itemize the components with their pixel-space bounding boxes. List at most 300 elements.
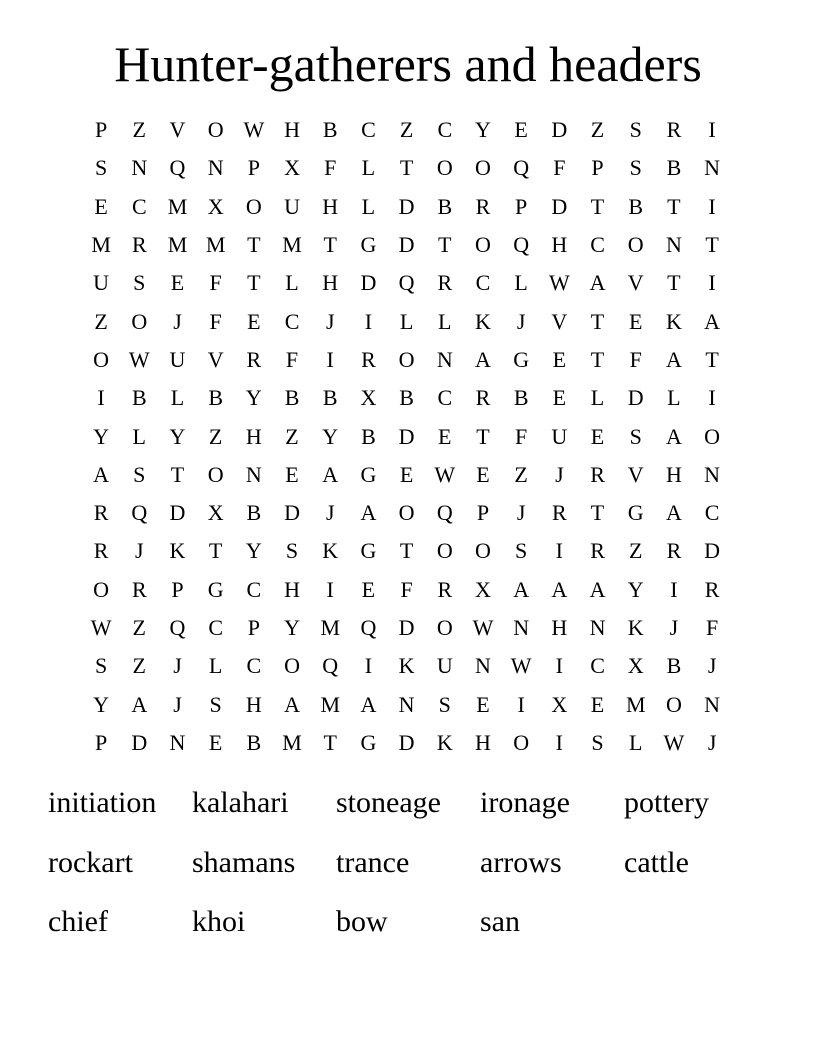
grid-letter: X (475, 576, 491, 602)
grid-letter: J (173, 691, 182, 717)
grid-letter: O (245, 193, 262, 219)
grid-letter: C (590, 232, 605, 258)
grid-letter: N (589, 615, 606, 640)
word-search-grid (82, 111, 732, 762)
grid-letter: S (591, 729, 604, 755)
word-list-item: shamans (192, 845, 296, 879)
grid-letter: M (205, 232, 226, 258)
grid-letter: Q (513, 232, 530, 258)
grid-letter: N (436, 346, 453, 372)
grid-letter: Y (93, 423, 110, 449)
grid-letter: U (551, 423, 568, 449)
grid-letter: D (131, 729, 148, 755)
grid-letter: Z (132, 615, 146, 640)
grid-letter: L (361, 193, 376, 219)
grid-letter: G (360, 729, 377, 755)
grid-letter: E (361, 576, 376, 602)
grid-row (82, 417, 732, 455)
grid-letter: E (438, 423, 452, 449)
grid-letter: R (475, 385, 491, 411)
word-list-item: ironage (480, 786, 570, 819)
grid-letter: L (361, 155, 376, 181)
grid-letter: K (169, 538, 186, 564)
grid-letter: O (207, 117, 224, 143)
grid-letter: N (704, 461, 721, 487)
grid-letter: A (551, 576, 568, 602)
grid-row (82, 456, 732, 494)
grid-letter: A (284, 691, 300, 717)
grid-letter: I (555, 729, 563, 755)
grid-letter: J (325, 308, 335, 334)
grid-letter: D (627, 385, 644, 411)
grid-letter: V (207, 346, 224, 372)
grid-letter: T (399, 538, 414, 564)
grid-letter: L (170, 385, 185, 411)
grid-letter: O (436, 615, 453, 640)
grid-letter: S (133, 461, 146, 487)
grid-letter: H (245, 423, 262, 449)
grid-letter: M (282, 729, 302, 755)
grid-letter: Y (245, 385, 262, 411)
word-list-item: khoi (192, 905, 246, 938)
grid-letter: J (173, 653, 182, 679)
grid-letter: E (552, 385, 567, 411)
grid-letter: L (208, 653, 223, 679)
grid-letter: D (551, 117, 568, 143)
grid-letter: D (398, 232, 415, 258)
grid-letter: L (628, 729, 643, 755)
grid-letter: B (131, 385, 147, 411)
grid-row (82, 188, 732, 226)
grid-letter: N (169, 729, 186, 755)
grid-row (82, 609, 732, 647)
grid-letter: C (437, 385, 453, 411)
grid-letter: R (93, 538, 109, 564)
grid-letter: S (285, 538, 299, 564)
grid-letter: H (245, 691, 262, 717)
grid-letter: N (475, 653, 491, 679)
grid-letter: O (436, 155, 453, 181)
grid-row (82, 724, 732, 762)
grid-letter: Y (627, 576, 644, 602)
grid-letter: S (438, 691, 451, 717)
grid-letter: T (438, 232, 452, 258)
grid-letter: A (360, 500, 377, 526)
grid-letter: Z (94, 308, 108, 334)
grid-row (82, 571, 732, 609)
grid-row (82, 647, 732, 685)
grid-letter: J (516, 500, 526, 526)
word-list-row (48, 900, 768, 960)
grid-letter: J (516, 308, 526, 334)
grid-letter: C (208, 615, 223, 640)
grid-letter: C (475, 270, 491, 296)
word-list-row (48, 841, 768, 901)
grid-letter: B (666, 155, 682, 181)
grid-letter: T (590, 308, 605, 334)
grid-letter: B (246, 500, 262, 526)
grid-letter: R (666, 538, 682, 564)
grid-letter: P (247, 615, 260, 640)
grid-letter: H (322, 270, 339, 296)
grid-letter: A (704, 308, 721, 334)
grid-letter: O (475, 232, 491, 258)
grid-letter: I (555, 653, 563, 679)
grid-letter: D (398, 193, 415, 219)
grid-letter: G (360, 538, 377, 564)
grid-letter: A (322, 461, 339, 487)
grid-letter: E (476, 691, 490, 717)
grid-letter: T (247, 232, 261, 258)
grid-letter: K (627, 615, 644, 640)
grid-letter: A (665, 500, 682, 526)
grid-letter: E (590, 691, 605, 717)
grid-letter: F (553, 155, 566, 181)
grid-row (82, 341, 732, 379)
grid-letter: R (246, 346, 262, 372)
grid-letter: I (708, 385, 716, 411)
grid-letter: Z (132, 653, 146, 679)
grid-letter: S (515, 538, 528, 564)
grid-letter: T (590, 500, 605, 526)
grid-letter: E (476, 461, 490, 487)
grid-letter: Z (628, 538, 643, 564)
grid-letter: P (591, 155, 604, 181)
grid-letter: T (705, 346, 719, 372)
grid-letter: X (360, 385, 377, 411)
grid-letter: A (665, 423, 682, 449)
grid-letter: Z (399, 117, 414, 143)
grid-letter: J (707, 729, 717, 755)
word-list-item: pottery (624, 786, 709, 819)
word-list-item: arrows (480, 845, 562, 879)
grid-letter: T (667, 270, 681, 296)
grid-letter: Z (514, 461, 528, 487)
grid-letter: Q (436, 500, 453, 526)
grid-letter: T (323, 232, 337, 258)
grid-row (82, 532, 732, 570)
grid-letter: S (94, 653, 108, 679)
grid-letter: U (169, 346, 186, 372)
grid-letter: E (628, 308, 643, 334)
grid-letter: A (513, 576, 530, 602)
grid-letter: D (704, 538, 721, 564)
grid-letter: I (670, 576, 678, 602)
grid-letter: D (169, 500, 186, 526)
grid-letter: F (324, 155, 337, 181)
grid-letter: J (135, 538, 144, 564)
grid-letter: B (437, 193, 453, 219)
grid-letter: F (629, 346, 642, 372)
grid-letter: X (551, 691, 568, 717)
grid-letter: X (627, 653, 644, 679)
grid-letter: O (704, 423, 721, 449)
grid-letter: D (551, 193, 568, 219)
grid-letter: A (589, 270, 606, 296)
grid-letter: T (590, 346, 605, 372)
grid-letter: N (398, 691, 415, 717)
grid-letter: E (247, 308, 261, 334)
grid-letter: O (93, 576, 110, 602)
grid-letter: X (207, 193, 224, 219)
grid-letter: V (627, 270, 644, 296)
grid-letter: P (476, 500, 490, 526)
grid-letter: O (284, 653, 300, 679)
grid-letter: O (93, 346, 110, 372)
grid-letter: D (398, 729, 415, 755)
grid-letter: W (548, 270, 570, 296)
grid-letter: U (436, 653, 453, 679)
grid-row (82, 302, 732, 340)
grid-letter: D (360, 270, 377, 296)
grid-letter: R (93, 500, 109, 526)
grid-letter: S (209, 691, 222, 717)
grid-letter: L (438, 308, 452, 334)
grid-letter: I (326, 576, 334, 602)
grid-letter: O (513, 729, 530, 755)
grid-letter: G (627, 500, 644, 526)
grid-letter: O (398, 346, 415, 372)
grid-letter: M (625, 691, 646, 717)
grid-letter: K (398, 653, 415, 679)
grid-letter: B (513, 385, 529, 411)
grid-letter: T (170, 461, 185, 487)
grid-letter: T (476, 423, 490, 449)
grid-letter: Q (398, 270, 415, 296)
grid-letter: D (398, 615, 415, 640)
grid-letter: O (665, 691, 682, 717)
grid-letter: T (323, 729, 337, 755)
grid-letter: M (282, 232, 302, 258)
grid-letter: R (361, 346, 376, 372)
grid-letter: A (475, 346, 491, 372)
grid-letter: G (513, 346, 530, 372)
word-list (48, 781, 768, 960)
grid-letter: C (361, 117, 376, 143)
grid-letter: L (514, 270, 528, 296)
grid-letter: D (284, 500, 300, 526)
word-list-item: stoneage (336, 786, 441, 819)
grid-letter: L (667, 385, 681, 411)
grid-letter: F (400, 576, 413, 602)
grid-letter: M (320, 691, 340, 717)
grid-letter: C (284, 308, 300, 334)
grid-letter: Q (169, 615, 186, 640)
word-list-item: chief (48, 905, 108, 938)
grid-letter: H (284, 576, 300, 602)
grid-letter: I (326, 346, 334, 372)
grid-letter: R (437, 270, 453, 296)
grid-letter: E (170, 270, 185, 296)
grid-letter: U (93, 270, 110, 296)
grid-letter: P (515, 193, 528, 219)
grid-letter: O (475, 538, 491, 564)
grid-letter: V (551, 308, 568, 334)
grid-letter: P (171, 576, 184, 602)
grid-letter: H (551, 615, 568, 640)
grid-letter: I (364, 653, 373, 679)
grid-letter: J (173, 308, 182, 334)
grid-letter: I (555, 538, 563, 564)
grid-letter: F (209, 308, 222, 334)
grid-letter: T (208, 538, 223, 564)
grid-letter: I (708, 117, 716, 143)
grid-letter: M (320, 615, 340, 640)
grid-letter: C (246, 576, 262, 602)
grid-letter: W (90, 615, 112, 640)
word-list-item: rockart (48, 845, 133, 879)
grid-letter: C (131, 193, 147, 219)
grid-letter: T (399, 155, 414, 181)
grid-letter: N (131, 155, 148, 181)
grid-letter: B (284, 385, 300, 411)
grid-letter: Z (208, 423, 223, 449)
grid-letter: D (398, 423, 415, 449)
grid-letter: B (246, 729, 262, 755)
grid-letter: L (590, 385, 605, 411)
grid-letter: F (705, 615, 719, 640)
grid-letter: S (94, 155, 108, 181)
grid-row (82, 149, 732, 187)
grid-letter: J (669, 615, 679, 640)
word-list-item: initiation (48, 786, 157, 819)
grid-letter: R (437, 576, 453, 602)
grid-letter: W (510, 653, 532, 679)
grid-letter: G (360, 232, 377, 258)
grid-letter: E (208, 729, 223, 755)
grid-row (82, 379, 732, 417)
grid-letter: L (132, 423, 146, 449)
grid-letter: R (590, 538, 605, 564)
word-list-item: cattle (624, 845, 689, 879)
word-list-row (48, 781, 768, 841)
grid-letter: O (475, 155, 491, 181)
grid-letter: Q (322, 653, 339, 679)
grid-letter: E (590, 423, 605, 449)
grid-letter: S (133, 270, 146, 296)
grid-letter: S (629, 155, 642, 181)
grid-letter: A (93, 461, 110, 487)
grid-letter: F (515, 423, 528, 449)
grid-letter: X (284, 155, 300, 181)
grid-letter: G (360, 461, 377, 487)
grid-letter: V (169, 117, 186, 143)
grid-letter: M (91, 232, 111, 258)
grid-letter: K (475, 308, 491, 334)
grid-letter: N (665, 232, 682, 258)
grid-letter: Y (475, 117, 491, 143)
grid-letter: P (94, 117, 108, 143)
grid-letter: F (285, 346, 299, 372)
grid-letter: O (398, 500, 415, 526)
grid-letter: Q (513, 155, 530, 181)
grid-letter: T (705, 232, 719, 258)
grid-letter: M (167, 193, 188, 219)
grid-letter: C (246, 653, 262, 679)
grid-letter: M (167, 232, 188, 258)
grid-letter: B (322, 117, 338, 143)
grid-letter: O (627, 232, 644, 258)
grid-letter: T (247, 270, 261, 296)
grid-letter: H (551, 232, 568, 258)
grid-letter: H (322, 193, 339, 219)
word-list-item: san (480, 905, 520, 938)
grid-letter: N (704, 691, 721, 717)
grid-letter: N (245, 461, 262, 487)
grid-letter: B (399, 385, 414, 411)
grid-letter: N (513, 615, 530, 640)
grid-letter: Y (322, 423, 339, 449)
grid-letter: Q (360, 615, 377, 640)
grid-row (82, 494, 732, 532)
grid-letter: R (475, 193, 491, 219)
grid-letter: C (437, 117, 453, 143)
grid-letter: H (284, 117, 300, 143)
grid-letter: W (243, 117, 265, 143)
grid-letter: T (667, 193, 681, 219)
grid-row (82, 226, 732, 264)
grid-letter: F (209, 270, 222, 296)
grid-letter: Z (285, 423, 299, 449)
grid-letter: B (361, 423, 376, 449)
grid-letter: Y (245, 538, 262, 564)
grid-letter: R (552, 500, 567, 526)
grid-letter: J (707, 653, 717, 679)
grid-letter: N (207, 155, 224, 181)
grid-letter: W (128, 346, 150, 372)
grid-letter: R (666, 117, 682, 143)
grid-letter: C (704, 500, 720, 526)
grid-letter: Q (169, 155, 186, 181)
grid-letter: I (708, 270, 716, 296)
grid-row (82, 685, 732, 723)
grid-letter: Y (93, 691, 110, 717)
word-list-item: kalahari (192, 786, 289, 819)
word-list-item: bow (336, 905, 388, 938)
grid-letter: R (590, 461, 605, 487)
grid-letter: L (399, 308, 414, 334)
grid-letter: H (665, 461, 682, 487)
grid-letter: N (704, 155, 721, 181)
grid-letter: O (131, 308, 148, 334)
grid-letter: Y (169, 423, 186, 449)
grid-letter: A (589, 576, 606, 602)
grid-letter: W (472, 615, 494, 640)
grid-letter: P (94, 729, 108, 755)
grid-letter: E (399, 461, 414, 487)
grid-letter: B (208, 385, 223, 411)
grid-letter: X (207, 500, 224, 526)
grid-letter: Y (284, 615, 300, 640)
word-list-item: trance (336, 845, 410, 879)
grid-letter: W (434, 461, 456, 487)
grid-letter: I (364, 308, 373, 334)
grid-letter: V (627, 461, 644, 487)
grid-letter: O (436, 538, 453, 564)
grid-row (82, 111, 732, 149)
grid-letter: J (325, 500, 335, 526)
grid-letter: J (555, 461, 564, 487)
grid-letter: P (247, 155, 260, 181)
grid-letter: C (590, 653, 605, 679)
grid-letter: R (131, 232, 147, 258)
page-title: Hunter-gatherers and headers (114, 36, 702, 92)
grid-row (82, 264, 732, 302)
grid-letter: R (131, 576, 147, 602)
grid-letter: R (704, 576, 720, 602)
grid-letter: B (628, 193, 644, 219)
grid-letter: T (590, 193, 605, 219)
